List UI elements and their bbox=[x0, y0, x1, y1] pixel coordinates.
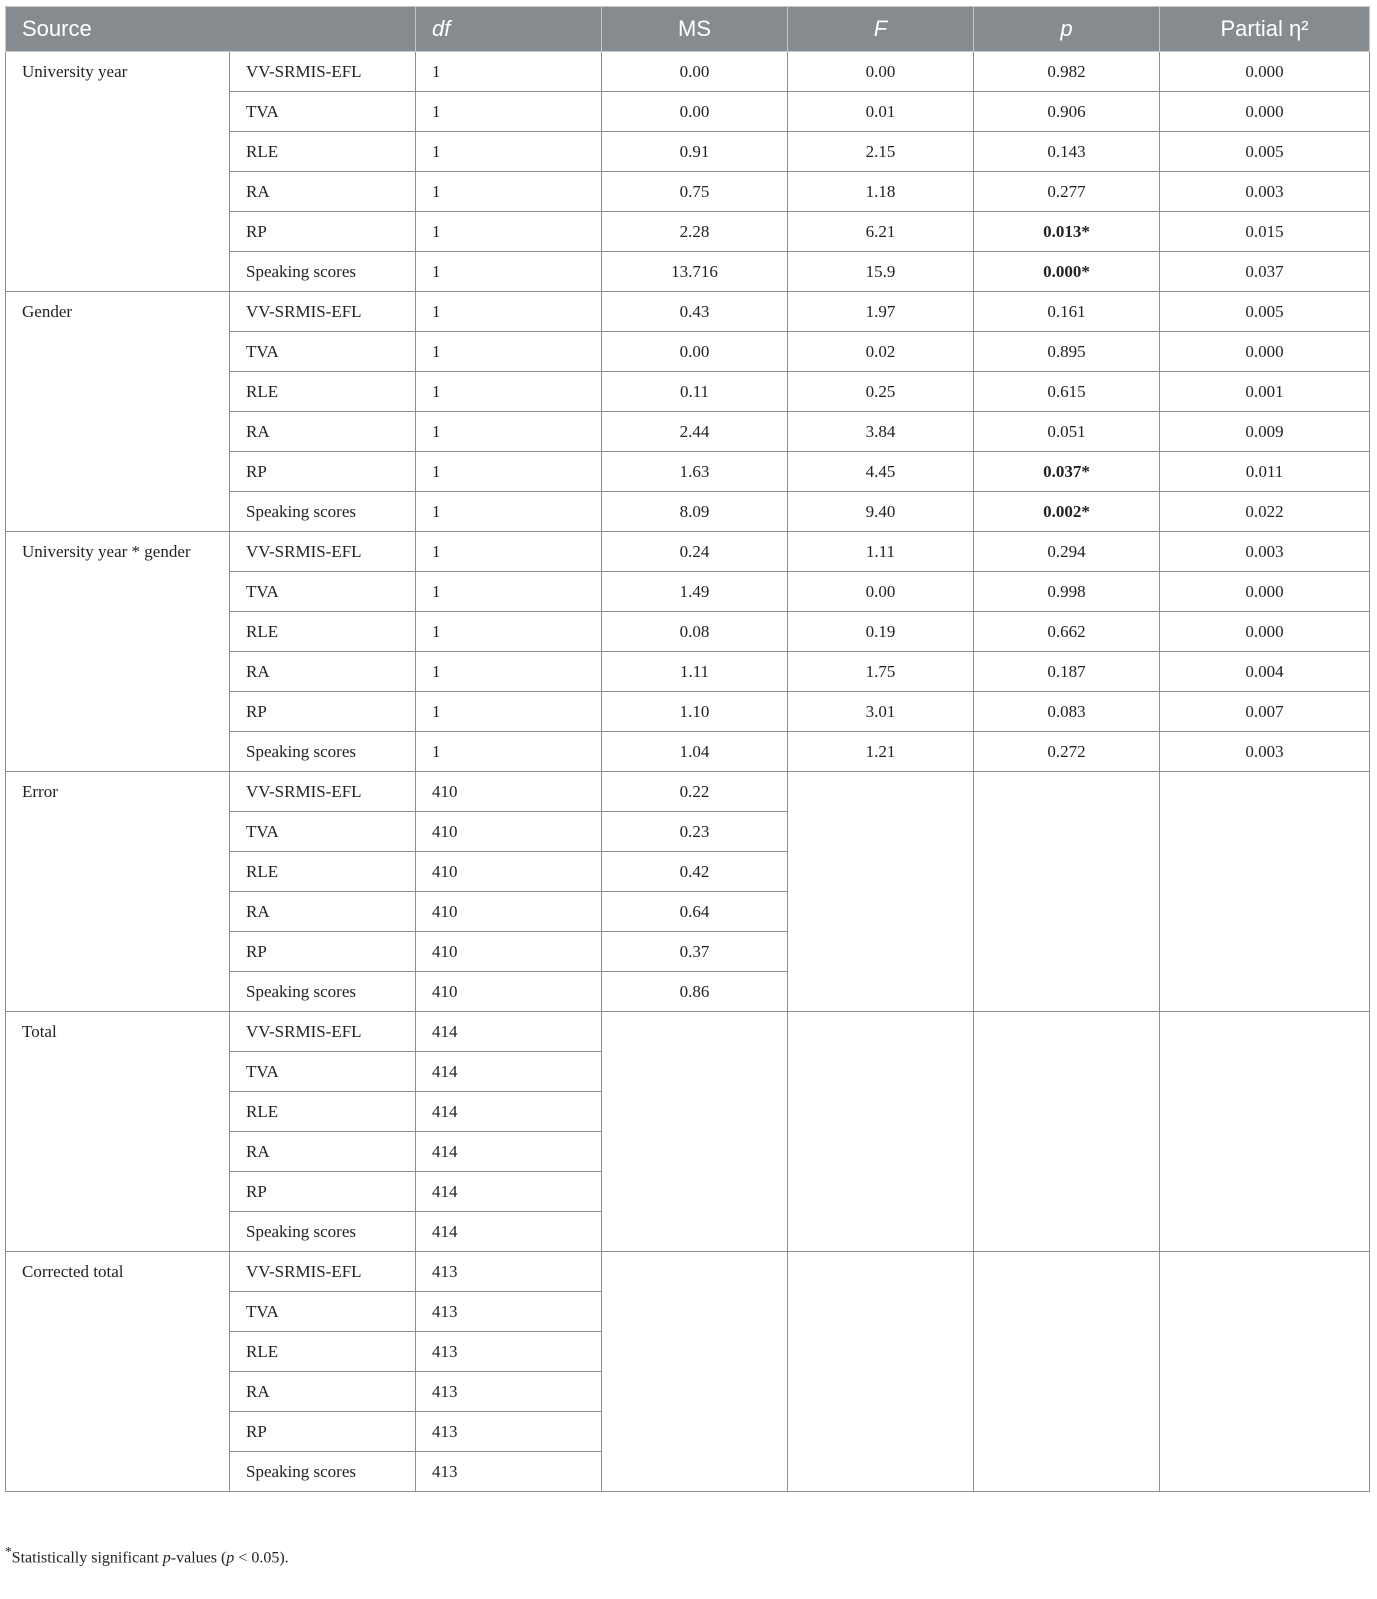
df-cell: 414 bbox=[416, 1012, 602, 1052]
p-cell: 0.002* bbox=[974, 492, 1160, 532]
ms-cell: 0.23 bbox=[602, 812, 788, 852]
p-cell: 0.143 bbox=[974, 132, 1160, 172]
ms-cell: 0.86 bbox=[602, 972, 788, 1012]
df-cell: 410 bbox=[416, 772, 602, 812]
variable-cell: RLE bbox=[230, 372, 416, 412]
p-cell: 0.906 bbox=[974, 92, 1160, 132]
variable-cell: RP bbox=[230, 1412, 416, 1452]
p-cell: 0.982 bbox=[974, 52, 1160, 92]
f-cell: 0.02 bbox=[788, 332, 974, 372]
eta-cell: 0.004 bbox=[1160, 652, 1370, 692]
ms-cell: 0.24 bbox=[602, 532, 788, 572]
variable-cell: RLE bbox=[230, 132, 416, 172]
header-p: p bbox=[974, 7, 1160, 52]
f-cell: 0.00 bbox=[788, 572, 974, 612]
p-cell: 0.051 bbox=[974, 412, 1160, 452]
f-cell: 0.01 bbox=[788, 92, 974, 132]
ms-cell: 0.00 bbox=[602, 92, 788, 132]
variable-cell: VV-SRMIS-EFL bbox=[230, 52, 416, 92]
ms-cell: 1.49 bbox=[602, 572, 788, 612]
df-cell: 414 bbox=[416, 1212, 602, 1252]
ms-cell: 0.64 bbox=[602, 892, 788, 932]
f-cell: 9.40 bbox=[788, 492, 974, 532]
eta-cell: 0.009 bbox=[1160, 412, 1370, 452]
ms-cell: 0.22 bbox=[602, 772, 788, 812]
p-cell: 0.187 bbox=[974, 652, 1160, 692]
ms-cell: 2.28 bbox=[602, 212, 788, 252]
ms-cell: 0.42 bbox=[602, 852, 788, 892]
eta-cell: 0.000 bbox=[1160, 572, 1370, 612]
f-cell: 4.45 bbox=[788, 452, 974, 492]
variable-cell: RP bbox=[230, 212, 416, 252]
variable-cell: VV-SRMIS-EFL bbox=[230, 292, 416, 332]
footnote-p2: p bbox=[226, 1549, 235, 1567]
df-cell: 1 bbox=[416, 52, 602, 92]
variable-cell: Speaking scores bbox=[230, 1452, 416, 1492]
p-cell: 0.083 bbox=[974, 692, 1160, 732]
table-row bbox=[6, 292, 1370, 332]
ms-cell: 0.08 bbox=[602, 612, 788, 652]
eta-cell: 0.000 bbox=[1160, 332, 1370, 372]
variable-cell: RA bbox=[230, 1132, 416, 1172]
ms-cell: 8.09 bbox=[602, 492, 788, 532]
df-cell: 410 bbox=[416, 932, 602, 972]
df-cell: 413 bbox=[416, 1332, 602, 1372]
header-ms: MS bbox=[602, 7, 788, 52]
p-empty-cell bbox=[974, 1252, 1160, 1492]
p-cell: 0.277 bbox=[974, 172, 1160, 212]
ms-cell: 2.44 bbox=[602, 412, 788, 452]
eta-cell: 0.000 bbox=[1160, 612, 1370, 652]
variable-cell: RA bbox=[230, 1372, 416, 1412]
df-cell: 414 bbox=[416, 1092, 602, 1132]
f-cell: 3.84 bbox=[788, 412, 974, 452]
df-cell: 1 bbox=[416, 732, 602, 772]
variable-cell: RLE bbox=[230, 612, 416, 652]
df-cell: 414 bbox=[416, 1172, 602, 1212]
header-df: df bbox=[416, 7, 602, 52]
eta-cell: 0.005 bbox=[1160, 132, 1370, 172]
ms-cell: 1.04 bbox=[602, 732, 788, 772]
source-cell: Error bbox=[6, 772, 230, 1012]
table-body bbox=[6, 52, 1370, 1492]
f-cell: 1.11 bbox=[788, 532, 974, 572]
p-cell: 0.895 bbox=[974, 332, 1160, 372]
variable-cell: RA bbox=[230, 892, 416, 932]
f-cell: 15.9 bbox=[788, 252, 974, 292]
df-cell: 410 bbox=[416, 852, 602, 892]
p-cell: 0.294 bbox=[974, 532, 1160, 572]
f-empty-cell bbox=[788, 1252, 974, 1492]
df-cell: 1 bbox=[416, 692, 602, 732]
p-empty-cell bbox=[974, 772, 1160, 1012]
variable-cell: TVA bbox=[230, 812, 416, 852]
f-cell: 3.01 bbox=[788, 692, 974, 732]
variable-cell: RA bbox=[230, 412, 416, 452]
f-cell: 1.21 bbox=[788, 732, 974, 772]
eta-cell: 0.003 bbox=[1160, 532, 1370, 572]
table-row bbox=[6, 52, 1370, 92]
p-cell: 0.000* bbox=[974, 252, 1160, 292]
df-cell: 413 bbox=[416, 1372, 602, 1412]
ms-cell: 1.10 bbox=[602, 692, 788, 732]
ms-cell: 0.43 bbox=[602, 292, 788, 332]
table-row bbox=[6, 772, 1370, 812]
ms-empty-cell bbox=[602, 1252, 788, 1492]
table-row bbox=[6, 1012, 1370, 1052]
df-cell: 1 bbox=[416, 572, 602, 612]
f-cell: 1.18 bbox=[788, 172, 974, 212]
variable-cell: VV-SRMIS-EFL bbox=[230, 1012, 416, 1052]
footnote-p: p bbox=[162, 1549, 171, 1567]
eta-empty-cell bbox=[1160, 1012, 1370, 1252]
footnote-text-after: < 0.05). bbox=[234, 1549, 289, 1567]
df-cell: 1 bbox=[416, 332, 602, 372]
variable-cell: Speaking scores bbox=[230, 492, 416, 532]
variable-cell: RP bbox=[230, 692, 416, 732]
df-cell: 413 bbox=[416, 1452, 602, 1492]
variable-cell: VV-SRMIS-EFL bbox=[230, 532, 416, 572]
df-cell: 1 bbox=[416, 532, 602, 572]
df-cell: 1 bbox=[416, 412, 602, 452]
header-f: F bbox=[788, 7, 974, 52]
df-cell: 1 bbox=[416, 132, 602, 172]
eta-cell: 0.000 bbox=[1160, 52, 1370, 92]
variable-cell: TVA bbox=[230, 332, 416, 372]
table-row bbox=[6, 532, 1370, 572]
ms-cell: 0.37 bbox=[602, 932, 788, 972]
f-empty-cell bbox=[788, 772, 974, 1012]
variable-cell: RLE bbox=[230, 1332, 416, 1372]
variable-cell: VV-SRMIS-EFL bbox=[230, 1252, 416, 1292]
footnote-text-middle: -values ( bbox=[170, 1549, 227, 1567]
eta-cell: 0.000 bbox=[1160, 92, 1370, 132]
eta-cell: 0.007 bbox=[1160, 692, 1370, 732]
variable-cell: Speaking scores bbox=[230, 252, 416, 292]
variable-cell: RA bbox=[230, 172, 416, 212]
variable-cell: TVA bbox=[230, 92, 416, 132]
f-cell: 1.75 bbox=[788, 652, 974, 692]
df-cell: 1 bbox=[416, 492, 602, 532]
variable-cell: Speaking scores bbox=[230, 1212, 416, 1252]
eta-empty-cell bbox=[1160, 772, 1370, 1012]
source-cell: University year bbox=[6, 52, 230, 292]
eta-cell: 0.022 bbox=[1160, 492, 1370, 532]
df-cell: 1 bbox=[416, 172, 602, 212]
df-cell: 413 bbox=[416, 1412, 602, 1452]
ms-cell: 1.11 bbox=[602, 652, 788, 692]
ms-cell: 0.91 bbox=[602, 132, 788, 172]
variable-cell: RP bbox=[230, 452, 416, 492]
eta-cell: 0.005 bbox=[1160, 292, 1370, 332]
df-cell: 1 bbox=[416, 652, 602, 692]
df-cell: 1 bbox=[416, 452, 602, 492]
header-source: Source bbox=[6, 7, 416, 52]
source-cell: Total bbox=[6, 1012, 230, 1252]
df-cell: 413 bbox=[416, 1252, 602, 1292]
df-cell: 414 bbox=[416, 1132, 602, 1172]
eta-cell: 0.003 bbox=[1160, 172, 1370, 212]
eta-cell: 0.015 bbox=[1160, 212, 1370, 252]
anova-table bbox=[5, 6, 1370, 1492]
f-cell: 0.19 bbox=[788, 612, 974, 652]
ms-cell: 0.00 bbox=[602, 52, 788, 92]
variable-cell: TVA bbox=[230, 1052, 416, 1092]
p-cell: 0.615 bbox=[974, 372, 1160, 412]
df-cell: 1 bbox=[416, 212, 602, 252]
p-cell: 0.998 bbox=[974, 572, 1160, 612]
p-cell: 0.662 bbox=[974, 612, 1160, 652]
df-cell: 1 bbox=[416, 372, 602, 412]
footnote-star: * bbox=[5, 1544, 12, 1559]
f-cell: 6.21 bbox=[788, 212, 974, 252]
df-cell: 410 bbox=[416, 972, 602, 1012]
df-cell: 1 bbox=[416, 252, 602, 292]
variable-cell: TVA bbox=[230, 1292, 416, 1332]
f-cell: 2.15 bbox=[788, 132, 974, 172]
ms-empty-cell bbox=[602, 1012, 788, 1252]
p-cell: 0.272 bbox=[974, 732, 1160, 772]
df-cell: 410 bbox=[416, 812, 602, 852]
eta-cell: 0.001 bbox=[1160, 372, 1370, 412]
p-cell: 0.037* bbox=[974, 452, 1160, 492]
f-cell: 1.97 bbox=[788, 292, 974, 332]
header-partial-eta: Partial η² bbox=[1160, 7, 1370, 52]
variable-cell: Speaking scores bbox=[230, 732, 416, 772]
df-cell: 1 bbox=[416, 612, 602, 652]
variable-cell: TVA bbox=[230, 572, 416, 612]
f-cell: 0.25 bbox=[788, 372, 974, 412]
eta-cell: 0.003 bbox=[1160, 732, 1370, 772]
table-header bbox=[6, 7, 1370, 52]
df-cell: 1 bbox=[416, 92, 602, 132]
variable-cell: VV-SRMIS-EFL bbox=[230, 772, 416, 812]
ms-cell: 0.00 bbox=[602, 332, 788, 372]
eta-empty-cell bbox=[1160, 1252, 1370, 1492]
df-cell: 1 bbox=[416, 292, 602, 332]
footnote-text-before: Statistically significant bbox=[11, 1549, 163, 1567]
source-cell: University year * gender bbox=[6, 532, 230, 772]
source-cell: Corrected total bbox=[6, 1252, 230, 1492]
variable-cell: RLE bbox=[230, 852, 416, 892]
table-row bbox=[6, 1252, 1370, 1292]
p-empty-cell bbox=[974, 1012, 1160, 1252]
variable-cell: Speaking scores bbox=[230, 972, 416, 1012]
eta-cell: 0.011 bbox=[1160, 452, 1370, 492]
variable-cell: RA bbox=[230, 652, 416, 692]
df-cell: 413 bbox=[416, 1292, 602, 1332]
header-row bbox=[6, 7, 1370, 52]
ms-cell: 0.75 bbox=[602, 172, 788, 212]
p-cell: 0.013* bbox=[974, 212, 1160, 252]
variable-cell: RP bbox=[230, 932, 416, 972]
df-cell: 410 bbox=[416, 892, 602, 932]
ms-cell: 1.63 bbox=[602, 452, 788, 492]
ms-cell: 13.716 bbox=[602, 252, 788, 292]
variable-cell: RLE bbox=[230, 1092, 416, 1132]
eta-cell: 0.037 bbox=[1160, 252, 1370, 292]
source-cell: Gender bbox=[6, 292, 230, 532]
p-cell: 0.161 bbox=[974, 292, 1160, 332]
ms-cell: 0.11 bbox=[602, 372, 788, 412]
variable-cell: RP bbox=[230, 1172, 416, 1212]
f-cell: 0.00 bbox=[788, 52, 974, 92]
footnote bbox=[5, 1544, 289, 1567]
df-cell: 414 bbox=[416, 1052, 602, 1092]
f-empty-cell bbox=[788, 1012, 974, 1252]
